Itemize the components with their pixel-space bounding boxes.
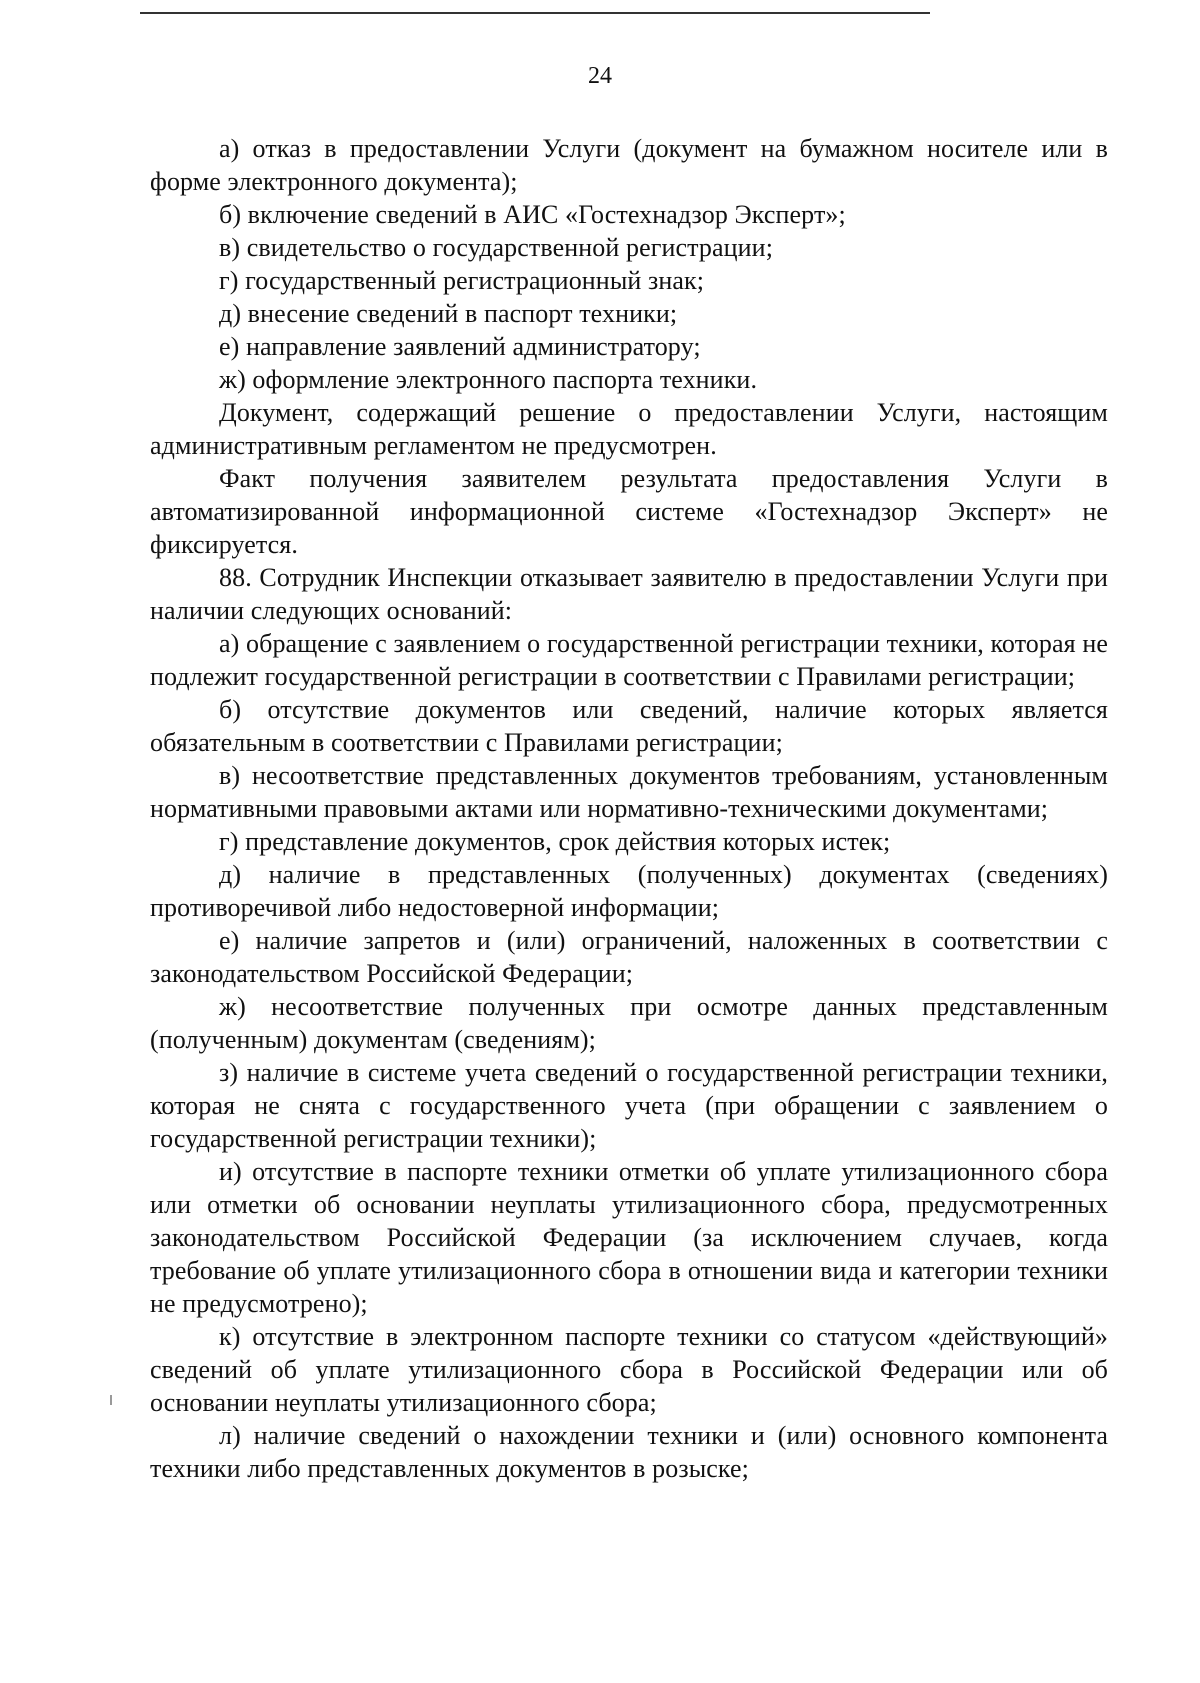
paragraph-refusal-zh: ж) несоответствие полученных при осмотре данных представленным (полученным) документам (сведениям);: [150, 992, 1108, 1054]
document-body: [150, 132, 1108, 1485]
paragraph-result-v: в) свидетельство о государственной регистрации;: [219, 233, 774, 262]
paragraph-refusal-v: в) несоответствие представленных документов требованиям, установленным нормативными правовыми актами или нормативно-техническими документами;: [150, 761, 1108, 823]
paragraph-refusal-a: а) обращение с заявлением о государственной регистрации техники, которая не подлежит государственной регистрации в соответствии с Правилами регистрации;: [150, 629, 1108, 691]
paragraph-refusal-d: д) наличие в представленных (полученных) документах (сведениях) противоречивой либо недостоверной информации;: [150, 860, 1108, 922]
paragraph-refusal-e: е) наличие запретов и (или) ограничений, наложенных в соответствии с законодательством Российской Федерации;: [150, 926, 1108, 988]
paragraph-refusal-i: и) отсутствие в паспорте техники отметки об уплате утилизационного сбора или отметки об основании неуплаты утилизационного сбора, предусмотренных законодательством Российской Федерации (за исключением случаев, когда требование об уплате утилизационного сбора в отношении вида и категории техники не предусмотрено);: [150, 1157, 1108, 1318]
paragraph-result-d: д) внесение сведений в паспорт техники;: [219, 299, 678, 328]
paragraph-refusal-g: г) представление документов, срок действия которых истек;: [219, 827, 891, 856]
paragraph-clause-88: 88. Сотрудник Инспекции отказывает заявителю в предоставлении Услуги при наличии следующих оснований:: [150, 563, 1108, 625]
scan-mark: [110, 1395, 112, 1405]
page-number: 24: [588, 63, 612, 89]
paragraph-result-e: е) направление заявлений администратору;: [219, 332, 701, 361]
paragraph-refusal-z: з) наличие в системе учета сведений о государственной регистрации техники, которая не снята с государственного учета (при обращении с заявлением о государственной регистрации техники);: [150, 1058, 1108, 1153]
paragraph-result-b: б) включение сведений в АИС «Гостехнадзор Эксперт»;: [219, 200, 846, 229]
paragraph-result-a: а) отказ в предоставлении Услуги (документ на бумажном носителе или в форме электронного документа);: [150, 134, 1108, 196]
paragraph-refusal-l: л) наличие сведений о нахождении техники и (или) основного компонента техники либо представленных документов в розыске;: [150, 1421, 1108, 1483]
paragraph-decision-document: Документ, содержащий решение о предоставлении Услуги, настоящим административным регламентом не предусмотрен.: [150, 398, 1108, 460]
paragraph-refusal-k: к) отсутствие в электронном паспорте техники со статусом «действующий» сведений об уплате утилизационного сбора в Российской Федерации или об основании неуплаты утилизационного сбора;: [150, 1322, 1108, 1417]
paragraph-refusal-b: б) отсутствие документов или сведений, наличие которых является обязательным в соответствии с Правилами регистрации;: [150, 695, 1108, 757]
top-rule: [140, 12, 930, 14]
paragraph-result-zh: ж) оформление электронного паспорта техники.: [219, 365, 758, 394]
paragraph-result-g: г) государственный регистрационный знак;: [219, 266, 705, 295]
paragraph-result-fact: Факт получения заявителем результата предоставления Услуги в автоматизированной информационной системе «Гостехнадзор Эксперт» не фиксируется.: [150, 464, 1108, 559]
